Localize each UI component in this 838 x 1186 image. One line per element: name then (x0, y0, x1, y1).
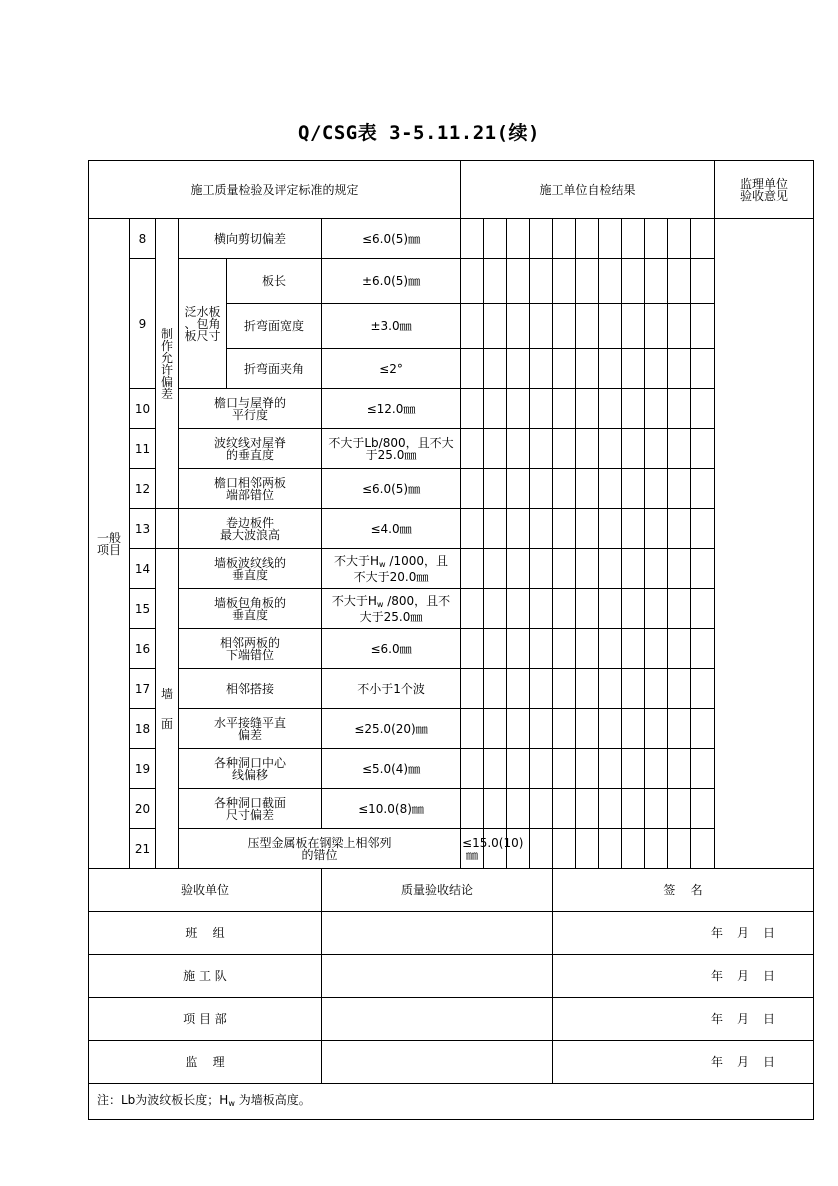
conclusion-cell[interactable] (322, 955, 553, 998)
check-cell[interactable] (461, 259, 484, 304)
row-number: 21 (130, 829, 156, 869)
check-cell[interactable] (576, 709, 599, 749)
check-cell[interactable] (553, 549, 576, 589)
check-cell[interactable] (645, 429, 668, 469)
check-cell[interactable] (461, 669, 484, 709)
header-self-check: 施工单位自检结果 (461, 161, 715, 219)
check-cell[interactable] (484, 429, 507, 469)
row-number: 17 (130, 669, 156, 709)
check-cell[interactable] (553, 429, 576, 469)
flashing-size-label: 泛水板 、包角 板尺寸 (179, 259, 227, 389)
check-cell[interactable] (507, 749, 530, 789)
check-cell[interactable] (576, 789, 599, 829)
check-cell[interactable] (599, 749, 622, 789)
check-cell[interactable] (691, 259, 715, 304)
check-cell[interactable] (599, 669, 622, 709)
check-cell[interactable] (507, 304, 530, 349)
check-cell[interactable] (645, 469, 668, 509)
check-cell[interactable] (484, 709, 507, 749)
check-cell[interactable] (622, 219, 645, 259)
check-cell[interactable] (691, 669, 715, 709)
check-cell[interactable] (645, 389, 668, 429)
check-cell[interactable] (645, 349, 668, 389)
check-cell[interactable] (461, 629, 484, 669)
check-cell[interactable] (668, 389, 691, 429)
check-cell[interactable] (553, 829, 576, 869)
check-cell[interactable] (484, 469, 507, 509)
check-cell[interactable] (668, 509, 691, 549)
sign-row (89, 1041, 814, 1084)
check-cell[interactable] (484, 219, 507, 259)
table-row (89, 789, 814, 829)
check-cell[interactable] (507, 629, 530, 669)
check-cell[interactable] (691, 349, 715, 389)
check-cell[interactable] (461, 389, 484, 429)
check-cell[interactable] (507, 349, 530, 389)
standard-value: ≤15.0(10)㎜ (461, 829, 484, 869)
table-row (89, 219, 814, 259)
check-cell[interactable] (530, 709, 553, 749)
check-cell[interactable] (530, 509, 553, 549)
item-name: 波纹线对屋脊 的垂直度 (179, 429, 322, 469)
check-cell[interactable] (507, 789, 530, 829)
check-cell[interactable] (576, 469, 599, 509)
check-cell[interactable] (484, 789, 507, 829)
check-cell[interactable] (576, 259, 599, 304)
check-cell[interactable] (530, 469, 553, 509)
check-cell[interactable] (530, 349, 553, 389)
check-cell[interactable] (622, 789, 645, 829)
check-cell[interactable] (668, 549, 691, 589)
check-cell[interactable] (622, 429, 645, 469)
check-cell[interactable] (599, 709, 622, 749)
check-cell[interactable] (530, 549, 553, 589)
check-cell[interactable] (530, 259, 553, 304)
check-cell[interactable] (645, 219, 668, 259)
standard-value: ≤2° (322, 349, 461, 389)
check-cell[interactable] (484, 349, 507, 389)
row-number: 16 (130, 629, 156, 669)
check-cell[interactable] (599, 589, 622, 629)
signature-date[interactable]: 年 月 日 (553, 912, 814, 955)
footnote: 注：Lb为波纹板长度；$H_w$ 为墙板高度。 (89, 1084, 814, 1120)
check-cell[interactable] (622, 629, 645, 669)
item-name: 檐口与屋脊的 平行度 (179, 389, 322, 429)
standard-value: ≤25.0(20)㎜ (322, 709, 461, 749)
check-cell[interactable] (645, 749, 668, 789)
item-name: 折弯面宽度 (227, 304, 322, 349)
check-cell[interactable] (484, 629, 507, 669)
row-number: 19 (130, 749, 156, 789)
check-cell[interactable] (461, 304, 484, 349)
check-cell[interactable] (668, 219, 691, 259)
check-cell[interactable] (507, 389, 530, 429)
check-cell[interactable] (599, 469, 622, 509)
row-number: 8 (130, 219, 156, 259)
table-row (89, 669, 814, 709)
check-cell[interactable] (553, 469, 576, 509)
check-cell[interactable] (530, 389, 553, 429)
check-cell[interactable] (691, 219, 715, 259)
check-cell[interactable] (461, 509, 484, 549)
check-cell[interactable] (553, 304, 576, 349)
check-cell[interactable] (622, 829, 645, 869)
check-cell[interactable] (530, 429, 553, 469)
standard-value: ±3.0㎜ (322, 304, 461, 349)
check-cell[interactable] (484, 259, 507, 304)
sign-row (89, 998, 814, 1041)
standard-value: ≤5.0(4)㎜ (322, 749, 461, 789)
check-cell[interactable] (576, 749, 599, 789)
check-cell[interactable] (461, 709, 484, 749)
check-cell[interactable] (622, 509, 645, 549)
check-cell[interactable] (530, 829, 553, 869)
check-cell[interactable] (530, 789, 553, 829)
row-number: 9 (130, 259, 156, 389)
check-cell[interactable] (668, 349, 691, 389)
check-cell[interactable] (576, 389, 599, 429)
item-name: 檐口相邻两板 端部错位 (179, 469, 322, 509)
check-cell[interactable] (599, 829, 622, 869)
check-cell[interactable] (461, 219, 484, 259)
check-cell[interactable] (622, 749, 645, 789)
item-name: 压型金属板在钢梁上相邻列 的错位 (179, 829, 461, 869)
check-cell[interactable] (553, 509, 576, 549)
item-name: 墙板包角板的 垂直度 (179, 589, 322, 629)
check-cell[interactable] (622, 389, 645, 429)
check-cell[interactable] (576, 549, 599, 589)
row-number: 14 (130, 549, 156, 589)
check-cell[interactable] (691, 509, 715, 549)
standard-value: ≤6.0(5)㎜ (322, 469, 461, 509)
check-cell[interactable] (645, 789, 668, 829)
item-name: 折弯面夹角 (227, 349, 322, 389)
header-row (89, 161, 814, 219)
header-supervisor: 监理单位 验收意见 (715, 161, 814, 219)
check-cell[interactable] (484, 389, 507, 429)
check-cell[interactable] (691, 389, 715, 429)
check-cell[interactable] (691, 429, 715, 469)
check-cell[interactable] (507, 509, 530, 549)
check-cell[interactable] (530, 304, 553, 349)
item-name: 水平接缝平直 偏差 (179, 709, 322, 749)
check-cell[interactable] (553, 789, 576, 829)
check-cell[interactable] (576, 669, 599, 709)
item-name: 卷边板件 最大波浪高 (179, 509, 322, 549)
check-cell[interactable] (691, 549, 715, 589)
check-cell[interactable] (530, 219, 553, 259)
row-number: 12 (130, 469, 156, 509)
check-cell[interactable] (691, 789, 715, 829)
signature-date[interactable]: 年 月 日 (553, 998, 814, 1041)
conclusion-cell[interactable] (322, 1041, 553, 1084)
check-cell[interactable] (461, 749, 484, 789)
check-cell[interactable] (507, 669, 530, 709)
standard-value: 不大于$H_w$ /1000，且 不大于20.0㎜ (322, 549, 461, 589)
header-standard: 施工质量检验及评定标准的规定 (89, 161, 461, 219)
check-cell[interactable] (691, 749, 715, 789)
check-cell[interactable] (484, 304, 507, 349)
check-cell[interactable] (553, 219, 576, 259)
acceptance-unit: 施 工 队 (89, 955, 322, 998)
check-cell[interactable] (461, 789, 484, 829)
check-cell[interactable] (622, 709, 645, 749)
check-cell[interactable] (507, 259, 530, 304)
check-cell[interactable] (668, 709, 691, 749)
check-cell[interactable] (599, 429, 622, 469)
check-cell[interactable] (507, 219, 530, 259)
row-number: 20 (130, 789, 156, 829)
check-cell[interactable] (668, 589, 691, 629)
check-cell[interactable] (691, 709, 715, 749)
check-cell[interactable] (461, 429, 484, 469)
acceptance-unit: 班 组 (89, 912, 322, 955)
check-cell[interactable] (530, 749, 553, 789)
check-cell[interactable] (622, 589, 645, 629)
acceptance-unit-header: 验收单位 (89, 869, 322, 912)
check-cell[interactable] (507, 429, 530, 469)
check-cell[interactable] (599, 549, 622, 589)
table-row (89, 749, 814, 789)
table-row (89, 589, 814, 629)
row-number: 10 (130, 389, 156, 429)
row-number: 18 (130, 709, 156, 749)
check-cell[interactable] (645, 629, 668, 669)
item-name: 横向剪切偏差 (179, 219, 322, 259)
check-cell[interactable] (668, 259, 691, 304)
standard-value: ≤10.0(8)㎜ (322, 789, 461, 829)
check-cell[interactable] (645, 709, 668, 749)
item-name: 各种洞口截面 尺寸偏差 (179, 789, 322, 829)
standard-value: ±6.0(5)㎜ (322, 259, 461, 304)
check-cell[interactable] (530, 629, 553, 669)
item-name: 板长 (227, 259, 322, 304)
check-cell[interactable] (553, 669, 576, 709)
row-number: 11 (130, 429, 156, 469)
check-cell[interactable] (599, 259, 622, 304)
check-cell[interactable] (576, 509, 599, 549)
check-cell[interactable] (507, 549, 530, 589)
check-cell[interactable] (668, 789, 691, 829)
check-cell[interactable] (576, 304, 599, 349)
check-cell[interactable] (507, 709, 530, 749)
check-cell[interactable] (553, 629, 576, 669)
check-cell[interactable] (461, 349, 484, 389)
signature-header: 签 名 (553, 869, 814, 912)
table-row (89, 549, 814, 589)
check-cell[interactable] (691, 629, 715, 669)
page-title: Q/CSG表 3-5.11.21(续) (298, 122, 540, 144)
quality-conclusion-header: 质量验收结论 (322, 869, 553, 912)
check-cell[interactable] (553, 259, 576, 304)
check-cell[interactable] (622, 349, 645, 389)
check-cell[interactable] (691, 589, 715, 629)
standard-value: 不小于1个波 (322, 669, 461, 709)
check-cell[interactable] (668, 669, 691, 709)
sign-row (89, 912, 814, 955)
table-row (89, 389, 814, 429)
conclusion-cell[interactable] (322, 998, 553, 1041)
item-name: 墙板波纹线的 垂直度 (179, 549, 322, 589)
sign-row (89, 955, 814, 998)
sign-header-row (89, 869, 814, 912)
table-row (89, 429, 814, 469)
conclusion-cell[interactable] (322, 912, 553, 955)
wall-surface-label: 墙 面 (156, 549, 179, 869)
check-cell[interactable] (484, 509, 507, 549)
check-cell[interactable] (668, 429, 691, 469)
check-cell[interactable] (461, 549, 484, 589)
check-cell[interactable] (645, 259, 668, 304)
check-cell[interactable] (599, 349, 622, 389)
check-cell[interactable] (668, 749, 691, 789)
check-cell[interactable] (691, 304, 715, 349)
check-cell[interactable] (461, 589, 484, 629)
check-cell[interactable] (461, 469, 484, 509)
check-cell[interactable] (576, 629, 599, 669)
table-row (89, 829, 814, 869)
check-cell[interactable] (599, 789, 622, 829)
table-row (89, 259, 814, 304)
item-name: 相邻搭接 (179, 669, 322, 709)
general-items-label: 一般 项目 (89, 219, 130, 869)
check-cell[interactable] (691, 469, 715, 509)
check-cell[interactable] (507, 469, 530, 509)
check-cell[interactable] (576, 429, 599, 469)
check-cell[interactable] (599, 389, 622, 429)
check-cell[interactable] (484, 549, 507, 589)
check-cell[interactable] (668, 829, 691, 869)
check-cell[interactable] (553, 589, 576, 629)
manufacture-tolerance-label: 制 作 允 许 偏 差 (156, 219, 179, 509)
check-cell[interactable] (576, 829, 599, 869)
check-cell[interactable] (599, 304, 622, 349)
check-cell[interactable] (553, 389, 576, 429)
signature-date[interactable]: 年 月 日 (553, 955, 814, 998)
standard-value: ≤12.0㎜ (322, 389, 461, 429)
check-cell[interactable] (530, 669, 553, 709)
standard-value: ≤6.0㎜ (322, 629, 461, 669)
check-cell[interactable] (576, 349, 599, 389)
standard-value: 不大于$H_w$ /800，且不 大于25.0㎜ (322, 589, 461, 629)
check-cell[interactable] (599, 509, 622, 549)
check-cell[interactable] (645, 669, 668, 709)
check-cell[interactable] (576, 219, 599, 259)
note-row (89, 1084, 814, 1120)
table-row (89, 509, 814, 549)
check-cell[interactable] (599, 219, 622, 259)
check-cell[interactable] (507, 589, 530, 629)
inspection-table (88, 160, 814, 1120)
check-cell[interactable] (484, 669, 507, 709)
check-cell[interactable] (553, 349, 576, 389)
standard-value: ≤4.0㎜ (322, 509, 461, 549)
item-name: 相邻两板的 下端错位 (179, 629, 322, 669)
row-number: 15 (130, 589, 156, 629)
check-cell[interactable] (645, 589, 668, 629)
check-cell[interactable] (622, 549, 645, 589)
check-cell[interactable] (530, 589, 553, 629)
check-cell[interactable] (622, 669, 645, 709)
signature-date[interactable]: 年 月 日 (553, 1041, 814, 1084)
check-cell[interactable] (576, 589, 599, 629)
check-cell[interactable] (691, 829, 715, 869)
acceptance-unit: 监 理 (89, 1041, 322, 1084)
standard-value: 不大于Lb/800，且不大 于25.0㎜ (322, 429, 461, 469)
check-cell[interactable] (645, 304, 668, 349)
supervisor-opinion-cell (715, 219, 814, 869)
check-cell[interactable] (599, 629, 622, 669)
check-cell[interactable] (668, 629, 691, 669)
row-number: 13 (130, 509, 156, 549)
check-cell[interactable] (553, 749, 576, 789)
table-row (89, 709, 814, 749)
check-cell[interactable] (484, 589, 507, 629)
check-cell[interactable] (553, 709, 576, 749)
check-cell[interactable] (668, 469, 691, 509)
item-name: 各种洞口中心 线偏移 (179, 749, 322, 789)
check-cell[interactable] (645, 829, 668, 869)
acceptance-unit: 项 目 部 (89, 998, 322, 1041)
check-cell[interactable] (622, 304, 645, 349)
check-cell[interactable] (668, 304, 691, 349)
check-cell[interactable] (622, 469, 645, 509)
table-row (89, 469, 814, 509)
standard-value: ≤6.0(5)㎜ (322, 219, 461, 259)
check-cell[interactable] (645, 509, 668, 549)
table-row (89, 629, 814, 669)
check-cell[interactable] (645, 549, 668, 589)
check-cell[interactable] (484, 749, 507, 789)
check-cell[interactable] (156, 509, 179, 549)
check-cell[interactable] (622, 259, 645, 304)
